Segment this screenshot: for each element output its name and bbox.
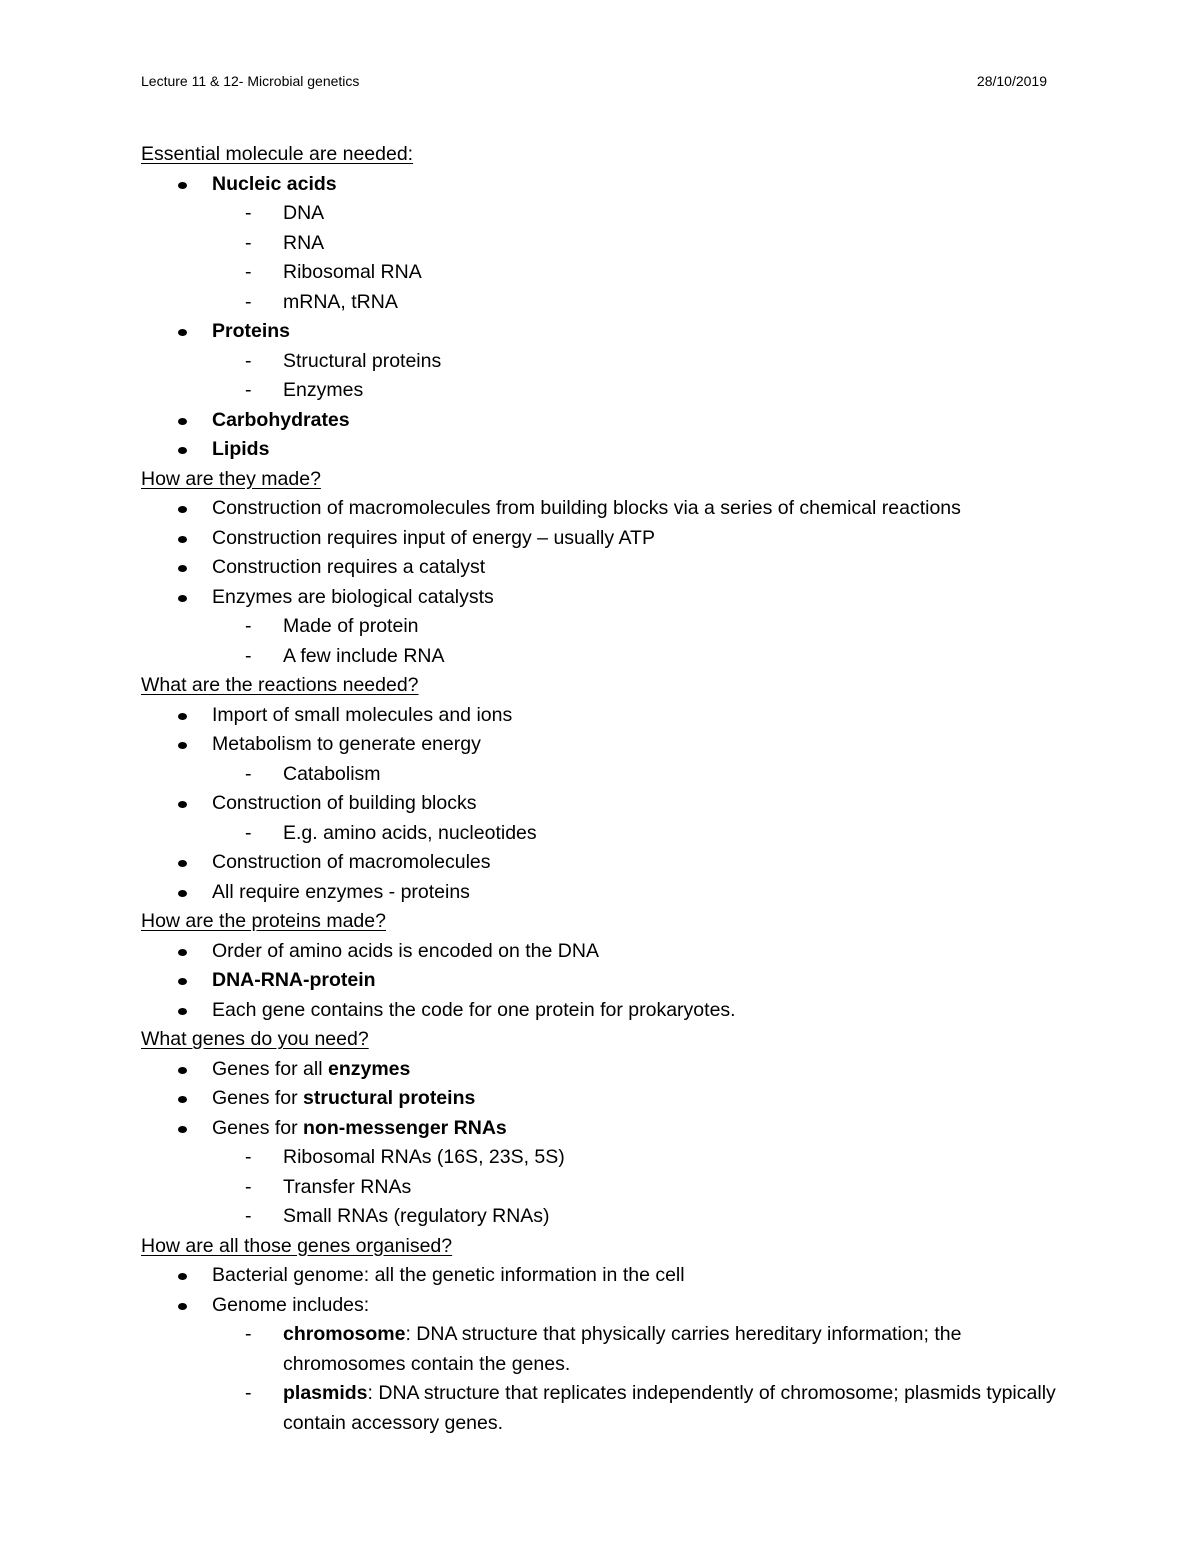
bold-text: Lipids [212,438,270,460]
bullet-text [212,586,494,608]
bullet-text [212,173,337,195]
lecture-title: Lecture 11 & 12- Microbial genetics [141,73,360,89]
text-run: : DNA structure that physically carries hereditary information; the chromosomes contain the genes. [283,1323,962,1375]
text-run: Genes for [212,1116,304,1139]
bold-text: Nucleic acids [212,172,337,195]
bullet-item [141,701,1071,731]
bullet-dot-icon [178,329,187,336]
text-run: RNA [283,231,325,254]
bullet-item [141,730,1071,789]
dash-icon: - [245,615,252,637]
bullet-item [141,1055,1071,1085]
bullet-dot-icon [178,1303,187,1310]
bold-text: chromosome [283,1323,406,1345]
text-run: Genes for [212,1087,304,1109]
text-run: Each gene contains the code for one protein for prokaryotes. [212,998,736,1021]
bullet-dot-icon [178,418,187,425]
bold-text: structural proteins [303,1087,476,1109]
section-heading: How are they made? [141,467,321,490]
sub-text [283,1176,411,1198]
text-run: Enzymes [283,379,364,401]
sub-text [283,232,324,254]
bullet-item [141,524,1071,554]
notes-body [141,140,1071,1438]
bullet-dot-icon [178,860,187,867]
sub-text [283,1323,961,1375]
sub-item [212,1202,1071,1232]
bullet-text [212,438,269,460]
sub-item [212,1320,1071,1379]
bullet-text [212,409,350,431]
sub-list [212,347,1071,406]
bullet-text [212,792,476,814]
dash-icon: - [245,1205,252,1227]
bullet-text [212,940,599,962]
sub-text [283,261,422,283]
bullet-list [141,494,1071,671]
bullet-list [141,937,1071,1026]
dash-icon: - [245,1175,252,1198]
sub-item [212,1173,1071,1203]
dash-icon: - [245,1146,252,1168]
text-run: All require enzymes - proteins [212,880,470,903]
bullet-dot-icon [178,1096,187,1103]
bullet-item [141,1084,1071,1114]
section-heading: What genes do you need? [141,1028,369,1050]
bullet-list [141,1055,1071,1232]
notes-section [141,907,1071,1025]
bullet-item [141,317,1071,406]
sub-list [212,1143,1071,1232]
bullet-dot-icon [178,801,187,808]
bullet-item [141,878,1071,908]
bullet-dot-icon [178,1008,187,1015]
bullet-dot-icon [178,506,187,513]
bullet-dot-icon [178,182,187,189]
text-run: Ribosomal RNA [283,261,422,283]
notes-section [141,1232,1071,1439]
bullet-item [141,435,1071,465]
text-run: Transfer RNAs [283,1175,412,1198]
bold-text: plasmids [283,1382,368,1404]
bullet-text [212,527,655,549]
sub-item [212,642,1071,672]
bold-text: enzymes [327,1057,411,1080]
text-run: DNA [283,202,325,224]
bullet-text [212,497,961,519]
section-heading: How are all those genes organised? [141,1234,453,1257]
bullet-dot-icon [178,1273,187,1280]
sub-text [283,1382,1056,1434]
dash-icon: - [245,1382,252,1404]
section-heading: Essential molecule are needed: [141,143,414,165]
lecture-date: 28/10/2019 [976,73,1047,89]
bold-text: DNA-RNA-protein [212,969,376,991]
text-run: Catabolism [283,762,381,785]
text-run: Genes for all [212,1057,328,1080]
sub-item [212,229,1071,259]
bullet-item [141,170,1071,318]
sub-item [212,760,1071,790]
text-run: A few include RNA [283,644,445,667]
notes-section [141,671,1071,907]
bullet-dot-icon [178,949,187,956]
bullet-dot-icon [178,1067,187,1074]
bullet-text [212,733,481,755]
bullet-item [141,1261,1071,1291]
dash-icon: - [245,202,252,224]
bullet-text [212,1294,369,1316]
sub-text [283,615,419,637]
text-run: Construction requires input of energy – usually ATP [212,526,655,549]
dash-icon: - [245,261,252,283]
dash-icon: - [245,290,252,313]
bullet-text [212,999,736,1021]
bullet-text [212,1058,410,1080]
bullet-dot-icon [178,536,187,543]
sub-item [212,199,1071,229]
bullet-text [212,320,290,342]
sub-item [212,819,1071,849]
text-run: Enzymes are biological catalysts [212,585,494,608]
sub-item [212,258,1071,288]
bullet-item [141,937,1071,967]
bold-text: Carbohydrates [212,408,350,431]
sub-list [212,760,1071,790]
notes-section [141,1025,1071,1232]
sub-text [283,291,398,313]
dash-icon: - [245,231,252,254]
bullet-text [212,969,376,991]
section-heading: What are the reactions needed? [141,674,419,696]
bullet-item [141,1114,1071,1232]
bullet-item [141,583,1071,672]
text-run: Construction of macromolecules [212,851,491,873]
bullet-dot-icon [178,713,187,720]
text-run: Construction of macromolecules from building blocks via a series of chemical reactions [212,497,961,519]
sub-text [283,379,363,401]
bullet-item [141,848,1071,878]
bullet-dot-icon [178,742,187,749]
sub-text [283,350,441,372]
sub-item [212,1143,1071,1173]
bullet-dot-icon [178,595,187,602]
sub-text [283,1205,550,1227]
sub-item [212,347,1071,377]
sub-list [212,199,1071,317]
text-run: E.g. amino acids, nucleotides [283,821,537,844]
text-run: Construction requires a catalyst [212,556,486,578]
sub-item [212,1379,1071,1438]
bullet-text [212,851,491,873]
text-run: Order of amino acids is encoded on the DNA [212,939,599,962]
sub-text [283,763,381,785]
bullet-dot-icon [178,890,187,897]
bullet-dot-icon [178,1126,187,1133]
bullet-item [141,1291,1071,1439]
text-run: Metabolism to generate energy [212,733,481,755]
notes-section [141,465,1071,672]
sub-text [283,1146,565,1168]
bullet-item [141,966,1071,996]
dash-icon: - [245,379,252,401]
bullet-dot-icon [178,447,187,454]
text-run: mRNA, tRNA [283,290,398,313]
dash-icon: - [245,644,252,667]
sub-list [212,819,1071,849]
bullet-item [141,996,1071,1026]
text-run: Made of protein [283,615,419,637]
bullet-item [141,406,1071,436]
sub-list [212,612,1071,671]
text-run: Structural proteins [283,349,442,372]
text-run: Ribosomal RNAs (16S, 23S, 5S) [283,1146,565,1168]
sub-text [283,822,537,844]
text-run: Genome includes: [212,1293,370,1316]
bullet-dot-icon [178,565,187,572]
text-run: Construction of building blocks [212,792,477,814]
bullet-text [212,1264,685,1286]
text-run: Bacterial genome: all the genetic information in the cell [212,1264,685,1286]
bullet-text [212,556,485,578]
bullet-item [141,553,1071,583]
bullet-dot-icon [178,978,187,985]
dash-icon: - [245,349,252,372]
text-run: : DNA structure that replicates independently of chromosome; plasmids typically contain accessory genes. [283,1382,1056,1434]
notes-section [141,140,1071,465]
sub-item [212,376,1071,406]
bold-text: Proteins [212,320,291,342]
bold-text: non-messenger RNAs [303,1116,507,1139]
sub-list [212,1320,1071,1438]
bullet-list [141,1261,1071,1438]
section-heading: How are the proteins made? [141,910,386,932]
sub-item [212,612,1071,642]
dash-icon: - [245,1323,252,1345]
bullet-text [212,1087,475,1109]
bullet-item [141,494,1071,524]
bullet-list [141,170,1071,465]
sub-item [212,288,1071,318]
bullet-text [212,881,470,903]
dash-icon: - [245,821,252,844]
text-run: Import of small molecules and ions [212,703,513,726]
bullet-text [212,704,512,726]
bullet-item [141,789,1071,848]
bullet-text [212,1117,507,1139]
sub-text [283,645,445,667]
sub-text [283,202,324,224]
text-run: Small RNAs (regulatory RNAs) [283,1205,550,1227]
bullet-list [141,701,1071,908]
dash-icon: - [245,762,252,785]
